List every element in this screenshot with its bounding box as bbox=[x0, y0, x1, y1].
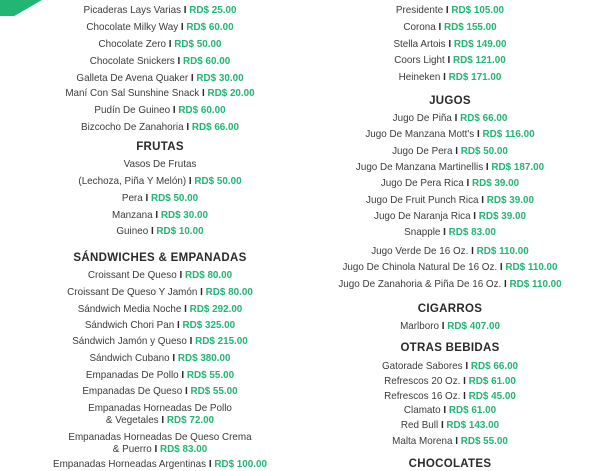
section-title-chocolates: CHOCOLATES bbox=[408, 458, 492, 470]
menu-item: & Vegetales I RD$ 72.00 bbox=[105, 414, 215, 426]
menu-item: Jugo De Pera I RD$ 50.00 bbox=[392, 145, 508, 157]
menu-item: Empanadas De Queso I RD$ 55.00 bbox=[82, 385, 238, 397]
menu-item: Manzana I RD$ 30.00 bbox=[111, 209, 209, 221]
menu-item: Empanadas Horneadas Argentinas I RD$ 100.00 bbox=[52, 458, 267, 470]
menu-item: Snapple I RD$ 83.00 bbox=[404, 226, 496, 238]
section-title-sandwiches: SÁNDWICHES & EMPANADAS bbox=[73, 252, 247, 264]
menu-item: Picaderas Lays Varias I RD$ 25.00 bbox=[83, 4, 237, 16]
section-title-cigarros: CIGARROS bbox=[417, 303, 483, 315]
menu-item: Jugo De Chinola Natural De 16 Oz. I RD$ 110.00 bbox=[342, 261, 558, 273]
menu-item: Pudín De Guineo I RD$ 60.00 bbox=[94, 104, 226, 116]
menu-item-name: Vasos De Frutas bbox=[123, 158, 197, 170]
menu-item: Jugo De Fruit Punch Rica I RD$ 39.00 bbox=[366, 194, 534, 206]
menu-item: Stella Artois I RD$ 149.00 bbox=[393, 38, 507, 50]
menu-item: Jugo De Piña I RD$ 66.00 bbox=[392, 112, 508, 124]
menu-item: Jugo De Pera Rica I RD$ 39.00 bbox=[380, 177, 520, 189]
menu-item: Croissant De Queso I RD$ 80.00 bbox=[87, 269, 233, 281]
menu-item: Maní Con Sal Sunshine Snack I RD$ 20.00 bbox=[65, 87, 255, 99]
section-title-frutas: FRUTAS bbox=[136, 141, 184, 153]
menu-item: Croissant De Queso Y Jamón I RD$ 80.00 bbox=[67, 286, 253, 298]
menu-item-name: Empanadas Horneadas De Pollo bbox=[88, 402, 232, 414]
section-title-otras-bebidas: OTRAS BEBIDAS bbox=[400, 342, 500, 354]
menu-item: Galleta De Avena Quaker I RD$ 30.00 bbox=[76, 72, 244, 84]
menu-item: Marlboro I RD$ 407.00 bbox=[400, 320, 500, 332]
section-title-jugos: JUGOS bbox=[429, 95, 471, 107]
menu-item: Jugo De Naranja Rica I RD$ 39.00 bbox=[374, 210, 526, 222]
menu-item: Chocolate Snickers I RD$ 60.00 bbox=[89, 55, 231, 67]
menu-item: Chocolate Zero I RD$ 50.00 bbox=[98, 38, 222, 50]
menu-item: Refrescos 20 Oz. I RD$ 61.00 bbox=[384, 375, 516, 387]
menu-item: Sándwich Chori Pan I RD$ 325.00 bbox=[84, 319, 236, 331]
menu-item: Guineo I RD$ 10.00 bbox=[116, 225, 204, 237]
menu-item: Sándwich Media Noche I RD$ 292.00 bbox=[77, 303, 243, 315]
menu-item: Red Bull I RD$ 143.00 bbox=[400, 419, 500, 431]
menu-item: Malta Morena I RD$ 55.00 bbox=[392, 435, 508, 447]
menu-item: Coors Light I RD$ 121.00 bbox=[394, 54, 506, 66]
menu-item: Pera I RD$ 50.00 bbox=[121, 192, 199, 204]
menu-item: Jugo De Zanahoria & Piña De 16 Oz. I RD$ 110.00 bbox=[338, 278, 562, 290]
menu-item: Heineken I RD$ 171.00 bbox=[398, 71, 502, 83]
menu-item: Sándwich Jamón y Queso I RD$ 215.00 bbox=[72, 335, 248, 347]
menu-item: Refrescos 16 Oz. I RD$ 45.00 bbox=[384, 390, 516, 402]
menu-item: Gatorade Sabores I RD$ 66.00 bbox=[381, 360, 519, 372]
menu-item-name: Empanadas Horneadas De Queso Crema bbox=[68, 431, 252, 443]
menu-item: Corona I RD$ 155.00 bbox=[403, 21, 497, 33]
menu-item: Empanadas De Pollo I RD$ 55.00 bbox=[85, 369, 235, 381]
menu-item: Jugo Verde De 16 Oz. I RD$ 110.00 bbox=[371, 245, 529, 257]
menu-item: Jugo De Manzana Mott's I RD$ 116.00 bbox=[365, 128, 535, 140]
menu-item: Jugo De Manzana Martinellis I RD$ 187.00 bbox=[355, 161, 545, 173]
menu-item: (Lechoza, Piña Y Melón) I RD$ 50.00 bbox=[78, 175, 242, 187]
menu-item: Bizcocho De Zanahoria I RD$ 66.00 bbox=[80, 121, 240, 133]
menu-item: Sándwich Cubano I RD$ 380.00 bbox=[89, 352, 231, 364]
menu-item: & Puerro I RD$ 83.00 bbox=[112, 443, 208, 455]
menu-item: Clamato I RD$ 61.00 bbox=[403, 404, 497, 416]
menu-item: Chocolate Milky Way I RD$ 60.00 bbox=[86, 21, 234, 33]
menu-item: Presidente I RD$ 105.00 bbox=[395, 4, 505, 16]
